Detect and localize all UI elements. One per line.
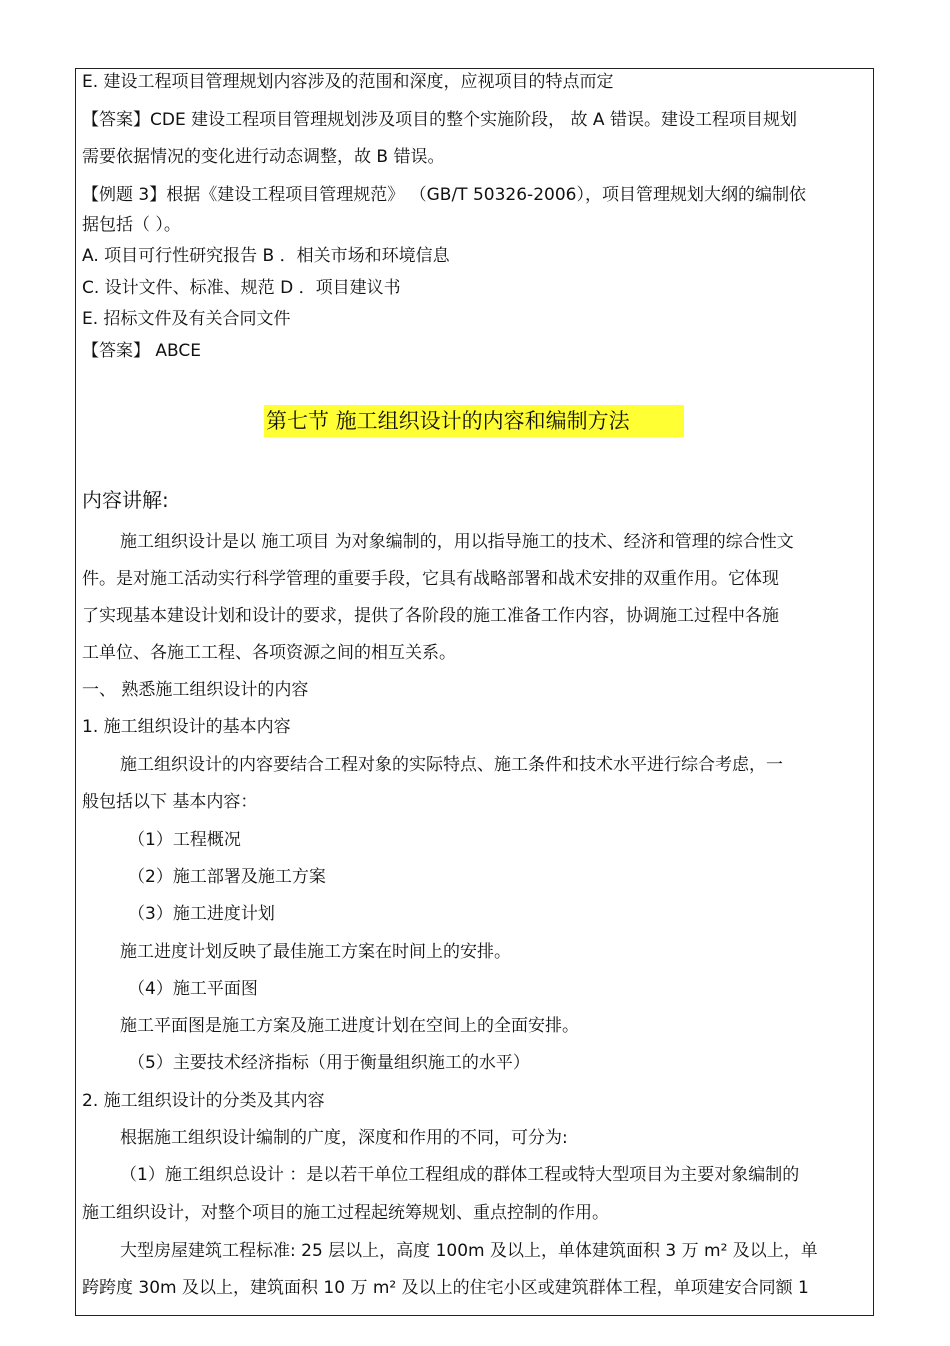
list-item-2: （2）施工部署及施工方案 — [128, 867, 326, 887]
example-3-line-2: 据包括（ ）。 — [82, 215, 181, 235]
intro-paragraph-line-4: 工单位、各施工工程、各项资源之间的相互关系。 — [82, 643, 456, 663]
content-label: 内容讲解: — [82, 488, 169, 512]
answer-abce-line: 【答案】 ABCE — [82, 341, 202, 361]
heading-one: 一、 熟悉施工组织设计的内容 — [82, 680, 309, 700]
general-design-line-1: （1）施工组织总设计 ：是以若干单位工程组成的群体工程或特大型项目为主要对象编制的 — [120, 1165, 800, 1185]
basic-content-line-2: 般包括以下 基本内容： — [82, 792, 258, 812]
list-item-5: （5）主要技术经济指标（用于衡量组织施工的水平） — [128, 1053, 530, 1073]
list-item-1: （1）工程概况 — [128, 830, 241, 850]
option-e2-line: E. 招标文件及有关合同文件 — [82, 309, 291, 329]
list-item-3-note: 施工进度计划反映了最佳施工方案在时间上的安排。 — [120, 942, 511, 962]
general-design-line-2: 施工组织设计，对整个项目的施工过程起统筹规划、重点控制的作用。 — [82, 1203, 609, 1223]
list-item-3: （3）施工进度计划 — [128, 904, 275, 924]
answer-line-1: 【答案】CDE 建设工程项目管理规划涉及项目的整个实施阶段， 故 A 错误。建设工程项目规划 — [82, 110, 797, 130]
basic-content-line-1: 施工组织设计的内容要结合工程对象的实际特点、施工条件和技术水平进行综合考虑，一 — [120, 755, 783, 775]
heading-2: 2. 施工组织设计的分类及其内容 — [82, 1091, 325, 1111]
heading-1: 1. 施工组织设计的基本内容 — [82, 717, 291, 737]
list-item-4: （4）施工平面图 — [128, 979, 258, 999]
example-3-line-1: 【例题 3】根据《建设工程项目管理规范》 （GB/T 50326-2006），项目管理规划大纲的编制依 — [82, 185, 806, 205]
option-ab-line: A. 项目可行性研究报告 B ．相关市场和环境信息 — [82, 246, 450, 266]
option-cd-line: C. 设计文件、标准、规范 D ．项目建议书 — [82, 278, 401, 298]
answer-line-2: 需要依据情况的变化进行动态调整，故 B 错误。 — [82, 147, 445, 167]
standard-line-2: 跨跨度 30m 及以上，建筑面积 10 万 m² 及以上的住宅小区或建筑群体工程，单项建安合同额 1 — [82, 1278, 809, 1298]
intro-paragraph-line-2: 件。是对施工活动实行科学管理的重要手段，它具有战略部署和战术安排的双重作用。它体现 — [82, 569, 779, 589]
option-e-line: E. 建设工程项目管理规划内容涉及的范围和深度，应视项目的特点而定 — [82, 72, 614, 92]
intro-paragraph-line-1: 施工组织设计是以 施工项目 为对象编制的，用以指导施工的技术、经济和管理的综合性文 — [120, 532, 794, 552]
list-item-4-note: 施工平面图是施工方案及施工进度计划在空间上的全面安排。 — [120, 1016, 579, 1036]
standard-line-1: 大型房屋建筑工程标准: 25 层以上，高度 100m 及以上，单体建筑面积 3 万 m² 及以上，单 — [120, 1241, 818, 1261]
intro-paragraph-line-3: 了实现基本建设计划和设计的要求，提供了各阶段的施工准备工作内容，协调施工过程中各施 — [82, 606, 779, 626]
classification-intro: 根据施工组织设计编制的广度，深度和作用的不同，可分为: — [120, 1128, 568, 1148]
section-heading: 第七节 施工组织设计的内容和编制方法 — [264, 405, 684, 437]
